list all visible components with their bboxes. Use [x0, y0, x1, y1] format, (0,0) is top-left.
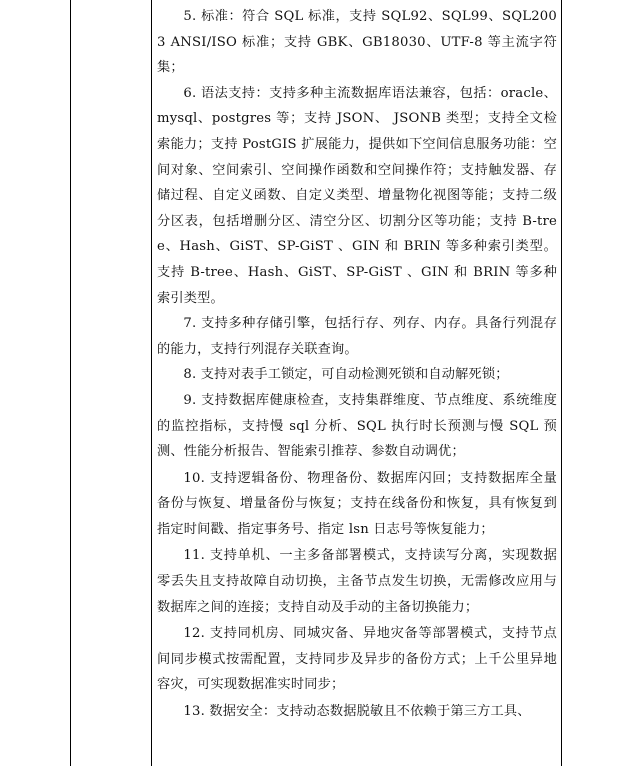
requirement-item-5: 5. 标准：符合 SQL 标准，支持 SQL92、SQL99、SQL2003 ANSI/ISO 标准；支持 GBK、GB18030、UTF-8 等主流字符集；	[157, 9, 557, 76]
requirement-item-7: 7. 支持多种存储引擎，包括行存、列存、内存。具备行列混存的能力，支持行列混存关联查询。	[157, 316, 557, 357]
requirement-item-11: 11. 支持单机、一主多备部署模式，支持读写分离，实现数据零丢失且支持故障自动切换，主备节点发生切换，无需修改应用与数据库之间的连接；支持自动及手动的主备切换能力；	[157, 548, 557, 615]
requirement-item-10: 10. 支持逻辑备份、物理备份、数据库闪回；支持数据库全量备份与恢复、增量备份与恢复；支持在线备份和恢复，具有恢复到指定时间戳、指定事务号、指定 lsn 日志号等恢复能力；	[157, 470, 557, 537]
requirement-item-8: 8. 支持对表手工锁定，可自动检测死锁和自动解死锁；	[183, 367, 509, 383]
column-divider	[151, 0, 152, 766]
requirement-item-9: 9. 支持数据库健康检查，支持集群维度、节点维度、系统维度的监控指标，支持慢 sql 分析、SQL 执行时长预测与慢 SQL 预测、性能分析报告、智能索引推荐、参数自动调优；	[157, 392, 557, 460]
requirements-cell	[157, 4, 557, 725]
requirement-item-13: 13. 数据安全：支持动态数据脱敏且不依赖于第三方工具、	[183, 704, 531, 720]
requirement-item-6: 6. 语法支持：支持多种主流数据库语法兼容，包括：oracle、mysql、postgres 等；支持 JSON、 JSONB 类型；支持全文检索能力；支持 PostGIS 扩展能力，提供如下空间信息服务功能：空间对象、空间索引、空间操作函数和空间操作符；支持触发器、存储过程、自定义函数、自定义类型、增量物化视图等能；支持二级分区表，包括增删分区、清空分区、切割分区等功能；支持 B-tree、Hash、GiST、SP-GiST 、GIN 和 BRIN 等多种索引类型。支持 B-tree、Hash、GiST、SP-GiST 、GIN 和 BRIN 等多种索引类型。	[157, 85, 557, 306]
requirement-item-12: 12. 支持同机房、同城灾备、异地灾备等部署模式，支持节点间同步模式按需配置，支持同步及异步的备份方式；上千公里异地容灾，可实现数据准实时同步；	[157, 626, 557, 693]
